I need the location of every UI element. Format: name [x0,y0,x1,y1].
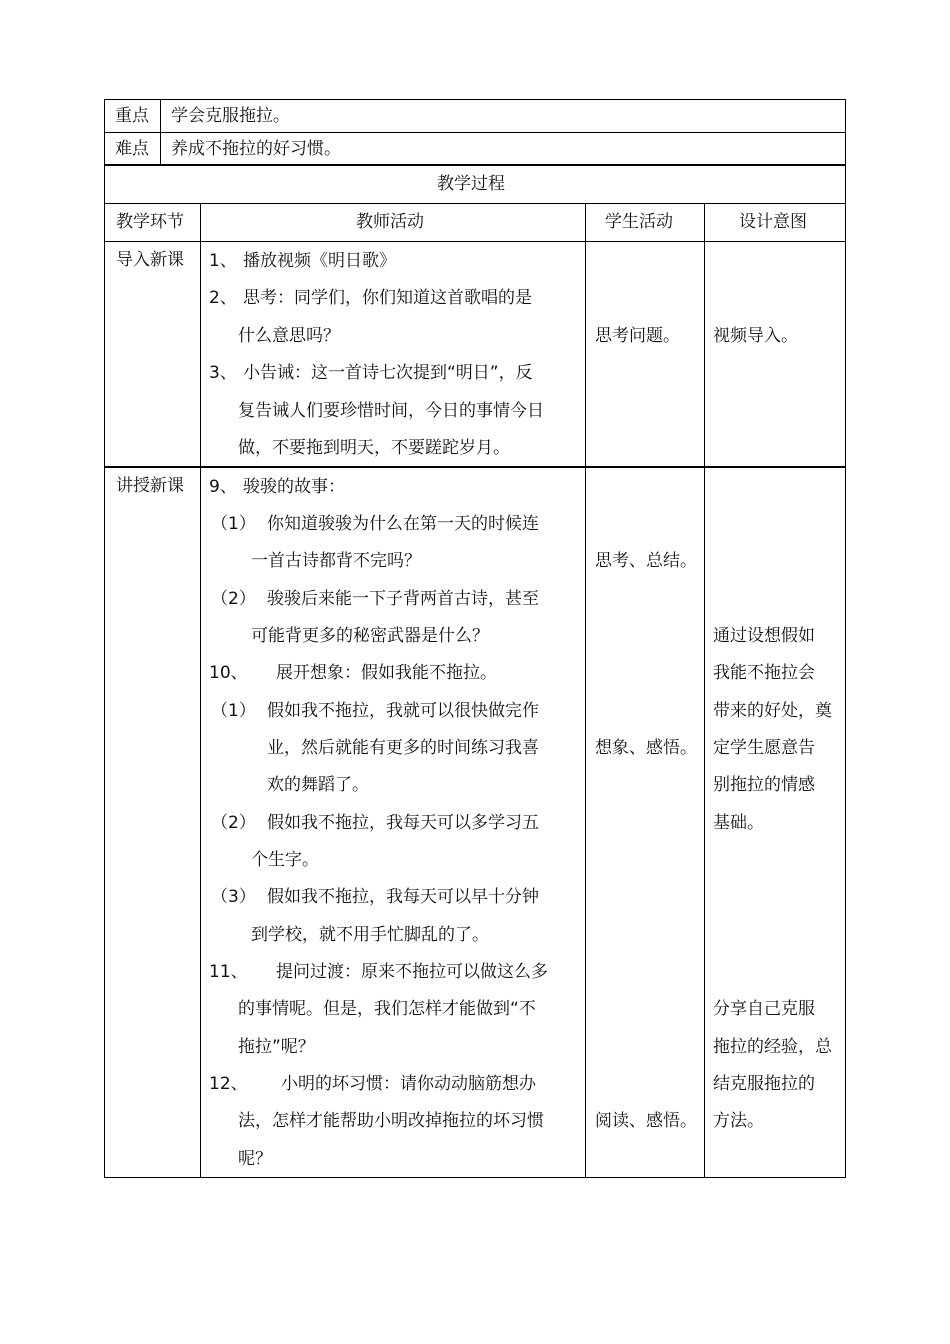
lesson-line-text: 骏骏后来能一下子背两首古诗，甚至 [267,589,539,609]
table-border-bottom [104,1177,846,1178]
key-point-label: 重点 [115,106,149,126]
lesson-line-text: 呢？ [238,1149,272,1169]
intro-line-num: 2、 [209,288,237,308]
lesson-line-text: 你知道骏骏为什么在第一天的时候连 [267,514,539,534]
lesson-line-num: （1） [211,514,256,534]
design-intent-line: 带来的好处，奠 [713,701,832,721]
lesson-line-text: 假如我不拖拉，我每天可以多学习五 [267,813,539,833]
table-border-top [104,99,846,100]
intro-line-text: 思考：同学们，你们知道这首歌唱的是 [243,288,532,308]
col-divider-student [704,203,705,1178]
lesson-line-text: 业，然后就能有更多的时间练习我喜 [267,738,539,758]
lesson-line-num: （3） [211,887,256,907]
intro-line-text: 什么意思吗？ [238,326,340,346]
design-intent-line: 方法。 [713,1111,764,1131]
row-divider-intro [104,466,846,468]
lesson-line-text: 提问过渡：原来不拖拉可以做这么多 [276,962,548,982]
new-lesson-stage: 讲授新课 [116,476,184,496]
row-divider-difficulty [104,164,846,166]
intro-line-num: 1、 [209,251,237,271]
lesson-line-text: 骏骏的故事： [243,477,345,497]
intro-design: 视频导入。 [713,326,798,346]
col-divider-stage [200,203,201,1178]
design-intent-line: 通过设想假如 [713,626,815,646]
row-divider-key [104,132,846,133]
difficulty-label: 难点 [115,139,149,159]
student-activity: 想象、感悟。 [595,738,697,758]
design-intent-line: 我能不拖拉会 [713,663,815,683]
header-teacher: 教师活动 [356,212,424,232]
lesson-line-text: 假如我不拖拉，我每天可以早十分钟 [267,887,539,907]
design-intent-line: 基础。 [713,813,764,833]
key-point-text: 学会克服拖拉。 [171,106,290,126]
design-intent-line: 定学生愿意告 [713,738,815,758]
table-border-right [845,99,846,1178]
lesson-line-text: 假如我不拖拉，我就可以很快做完作 [267,701,539,721]
row-divider-header [104,241,846,242]
header-student: 学生活动 [605,212,673,232]
header-design: 设计意图 [739,212,807,232]
design-intent-line: 分享自己克服 [713,999,815,1019]
lesson-line-text: 可能背更多的秘密武器是什么？ [251,626,489,646]
process-title: 教学过程 [437,174,505,194]
lesson-line-text: 展开想象：假如我能不拖拉。 [276,663,497,683]
lesson-line-text: 欢的舞蹈了。 [267,775,369,795]
header-stage: 教学环节 [116,212,184,232]
col-divider-label [160,99,161,165]
design-intent-line: 拖拉的经验，总 [713,1037,832,1057]
lesson-line-text: 个生字。 [251,850,319,870]
student-activity: 阅读、感悟。 [595,1111,697,1131]
lesson-line-num: 10、 [209,663,248,683]
lesson-line-num: 12、 [209,1074,248,1094]
table-border-left [104,99,105,1178]
lesson-line-text: 小明的坏习惯：请你动动脑筋想办 [281,1074,536,1094]
row-divider-process [104,203,846,204]
lesson-line-num: （2） [211,589,256,609]
intro-line-text: 播放视频《明日歌》 [243,251,396,271]
lesson-line-num: （2） [211,813,256,833]
lesson-line-text: 到学校，就不用手忙脚乱的了。 [251,925,489,945]
intro-line-text: 复告诫人们要珍惜时间，今日的事情今日 [238,401,544,421]
intro-line-text: 做，不要拖到明天，不要蹉跎岁月。 [238,438,510,458]
intro-stage: 导入新课 [116,250,184,270]
lesson-line-num: 11、 [209,962,248,982]
lesson-line-text: 的事情呢。但是，我们怎样才能做到“不 [238,999,536,1019]
intro-line-num: 3、 [209,363,237,383]
col-divider-teacher [585,203,586,1178]
lesson-line-text: 法，怎样才能帮助小明改掉拖拉的坏习惯 [238,1111,544,1131]
intro-line-text: 小告诫：这一首诗七次提到“明日”，反 [243,363,533,383]
difficulty-text: 养成不拖拉的好习惯。 [171,139,341,159]
lesson-line-text: 拖拉”呢？ [238,1037,315,1057]
lesson-line-num: （1） [211,701,256,721]
design-intent-line: 结克服拖拉的 [713,1074,815,1094]
student-activity: 思考、总结。 [595,551,697,571]
design-intent-line: 别拖拉的情感 [713,775,815,795]
intro-student: 思考问题。 [595,326,680,346]
lesson-line-num: 9、 [209,477,237,497]
lesson-line-text: 一首古诗都背不完吗？ [251,551,421,571]
